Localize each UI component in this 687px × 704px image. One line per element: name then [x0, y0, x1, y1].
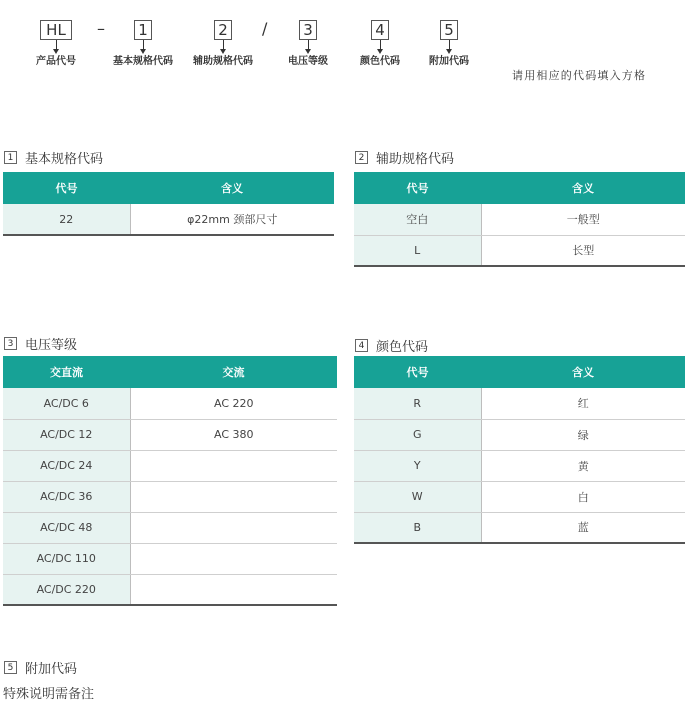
arrow-down-icon — [380, 40, 381, 50]
arrow-down-icon — [143, 40, 144, 50]
table-row — [354, 235, 685, 266]
table-header-row — [3, 356, 337, 388]
table-cell: 红 — [481, 388, 685, 419]
section-title-text: 辅助规格代码 — [376, 152, 455, 167]
table-cell: AC/DC 6 — [3, 388, 130, 419]
code-box-3: 3 — [299, 20, 317, 40]
table-cell — [130, 543, 337, 574]
code-label-voltage: 电压等级 — [288, 56, 328, 67]
table-row — [3, 574, 337, 605]
section-number: 1 — [4, 151, 17, 164]
table-voltage — [3, 356, 337, 606]
table-cell: AC 220 — [130, 388, 337, 419]
table-row — [354, 388, 685, 419]
table-cell: AC/DC 24 — [3, 450, 130, 481]
section-title-text: 电压等级 — [25, 338, 78, 353]
table-cell: AC/DC 12 — [3, 419, 130, 450]
code-box-product: HL — [40, 20, 72, 40]
table-row — [3, 388, 337, 419]
code-label-basic: 基本规格代码 — [113, 56, 173, 67]
column-header: 代号 — [3, 172, 130, 204]
arrow-down-icon — [308, 40, 309, 50]
code-label-color: 颜色代码 — [360, 56, 400, 67]
column-header: 代号 — [354, 172, 481, 204]
table-row — [3, 204, 334, 235]
column-header: 含义 — [481, 356, 685, 388]
table-cell — [130, 512, 337, 543]
section-title-color — [355, 336, 428, 355]
section-number: 4 — [355, 339, 368, 352]
section-number: 5 — [4, 661, 17, 674]
code-label-aux: 辅助规格代码 — [193, 56, 253, 67]
table-row — [3, 419, 337, 450]
table-cell: 蓝 — [481, 512, 685, 543]
column-header: 交流 — [130, 356, 337, 388]
section-title-basic — [4, 148, 103, 167]
table-cell: AC 380 — [130, 419, 337, 450]
code-label-extra: 附加代码 — [429, 56, 469, 67]
table-cell: 黄 — [481, 450, 685, 481]
table-cell: 长型 — [481, 235, 685, 266]
table-cell: L — [354, 235, 481, 266]
table-header-row — [354, 172, 685, 204]
extra-note: 特殊说明需备注 — [3, 687, 95, 702]
table-row — [354, 512, 685, 543]
section-number: 2 — [355, 151, 368, 164]
table-row — [354, 481, 685, 512]
table-cell: 绿 — [481, 419, 685, 450]
table-row — [354, 419, 685, 450]
table-cell: 一般型 — [481, 204, 685, 235]
table-cell: B — [354, 512, 481, 543]
table-row — [3, 512, 337, 543]
table-cell: φ22mm 颈部尺寸 — [130, 204, 334, 235]
column-header: 交直流 — [3, 356, 130, 388]
column-header: 含义 — [481, 172, 685, 204]
table-row — [354, 204, 685, 235]
column-header: 含义 — [130, 172, 334, 204]
arrow-down-icon — [449, 40, 450, 50]
section-title-extra — [4, 658, 77, 677]
column-header: 代号 — [354, 356, 481, 388]
arrow-down-icon — [223, 40, 224, 50]
table-cell: 空白 — [354, 204, 481, 235]
table-cell: Y — [354, 450, 481, 481]
table-cell: AC/DC 48 — [3, 512, 130, 543]
code-box-2: 2 — [214, 20, 232, 40]
section-title-text: 颜色代码 — [376, 340, 429, 355]
section-title-text: 附加代码 — [25, 662, 78, 677]
table-row — [3, 543, 337, 574]
section-number: 3 — [4, 337, 17, 350]
code-label-product: 产品代号 — [36, 56, 76, 67]
table-cell: AC/DC 110 — [3, 543, 130, 574]
table-color — [354, 356, 685, 544]
fill-hint: 请用相应的代码填入方格 — [512, 69, 647, 82]
section-title-text: 基本规格代码 — [25, 152, 104, 167]
table-cell: W — [354, 481, 481, 512]
table-cell: 22 — [3, 204, 130, 235]
table-row — [3, 450, 337, 481]
table-row — [3, 481, 337, 512]
table-cell: R — [354, 388, 481, 419]
table-cell — [130, 481, 337, 512]
code-box-5: 5 — [440, 20, 458, 40]
code-box-1: 1 — [134, 20, 152, 40]
section-title-voltage — [4, 334, 77, 353]
table-cell: AC/DC 220 — [3, 574, 130, 605]
table-cell — [130, 574, 337, 605]
table-header-row — [3, 172, 334, 204]
code-dash: – — [97, 19, 105, 38]
table-aux — [354, 172, 685, 267]
code-slash: / — [262, 19, 268, 38]
table-basic — [3, 172, 334, 236]
table-header-row — [354, 356, 685, 388]
table-cell — [130, 450, 337, 481]
table-row — [354, 450, 685, 481]
code-box-4: 4 — [371, 20, 389, 40]
table-cell: G — [354, 419, 481, 450]
table-cell: 白 — [481, 481, 685, 512]
table-cell: AC/DC 36 — [3, 481, 130, 512]
arrow-down-icon — [56, 40, 57, 50]
section-title-aux — [355, 148, 454, 167]
